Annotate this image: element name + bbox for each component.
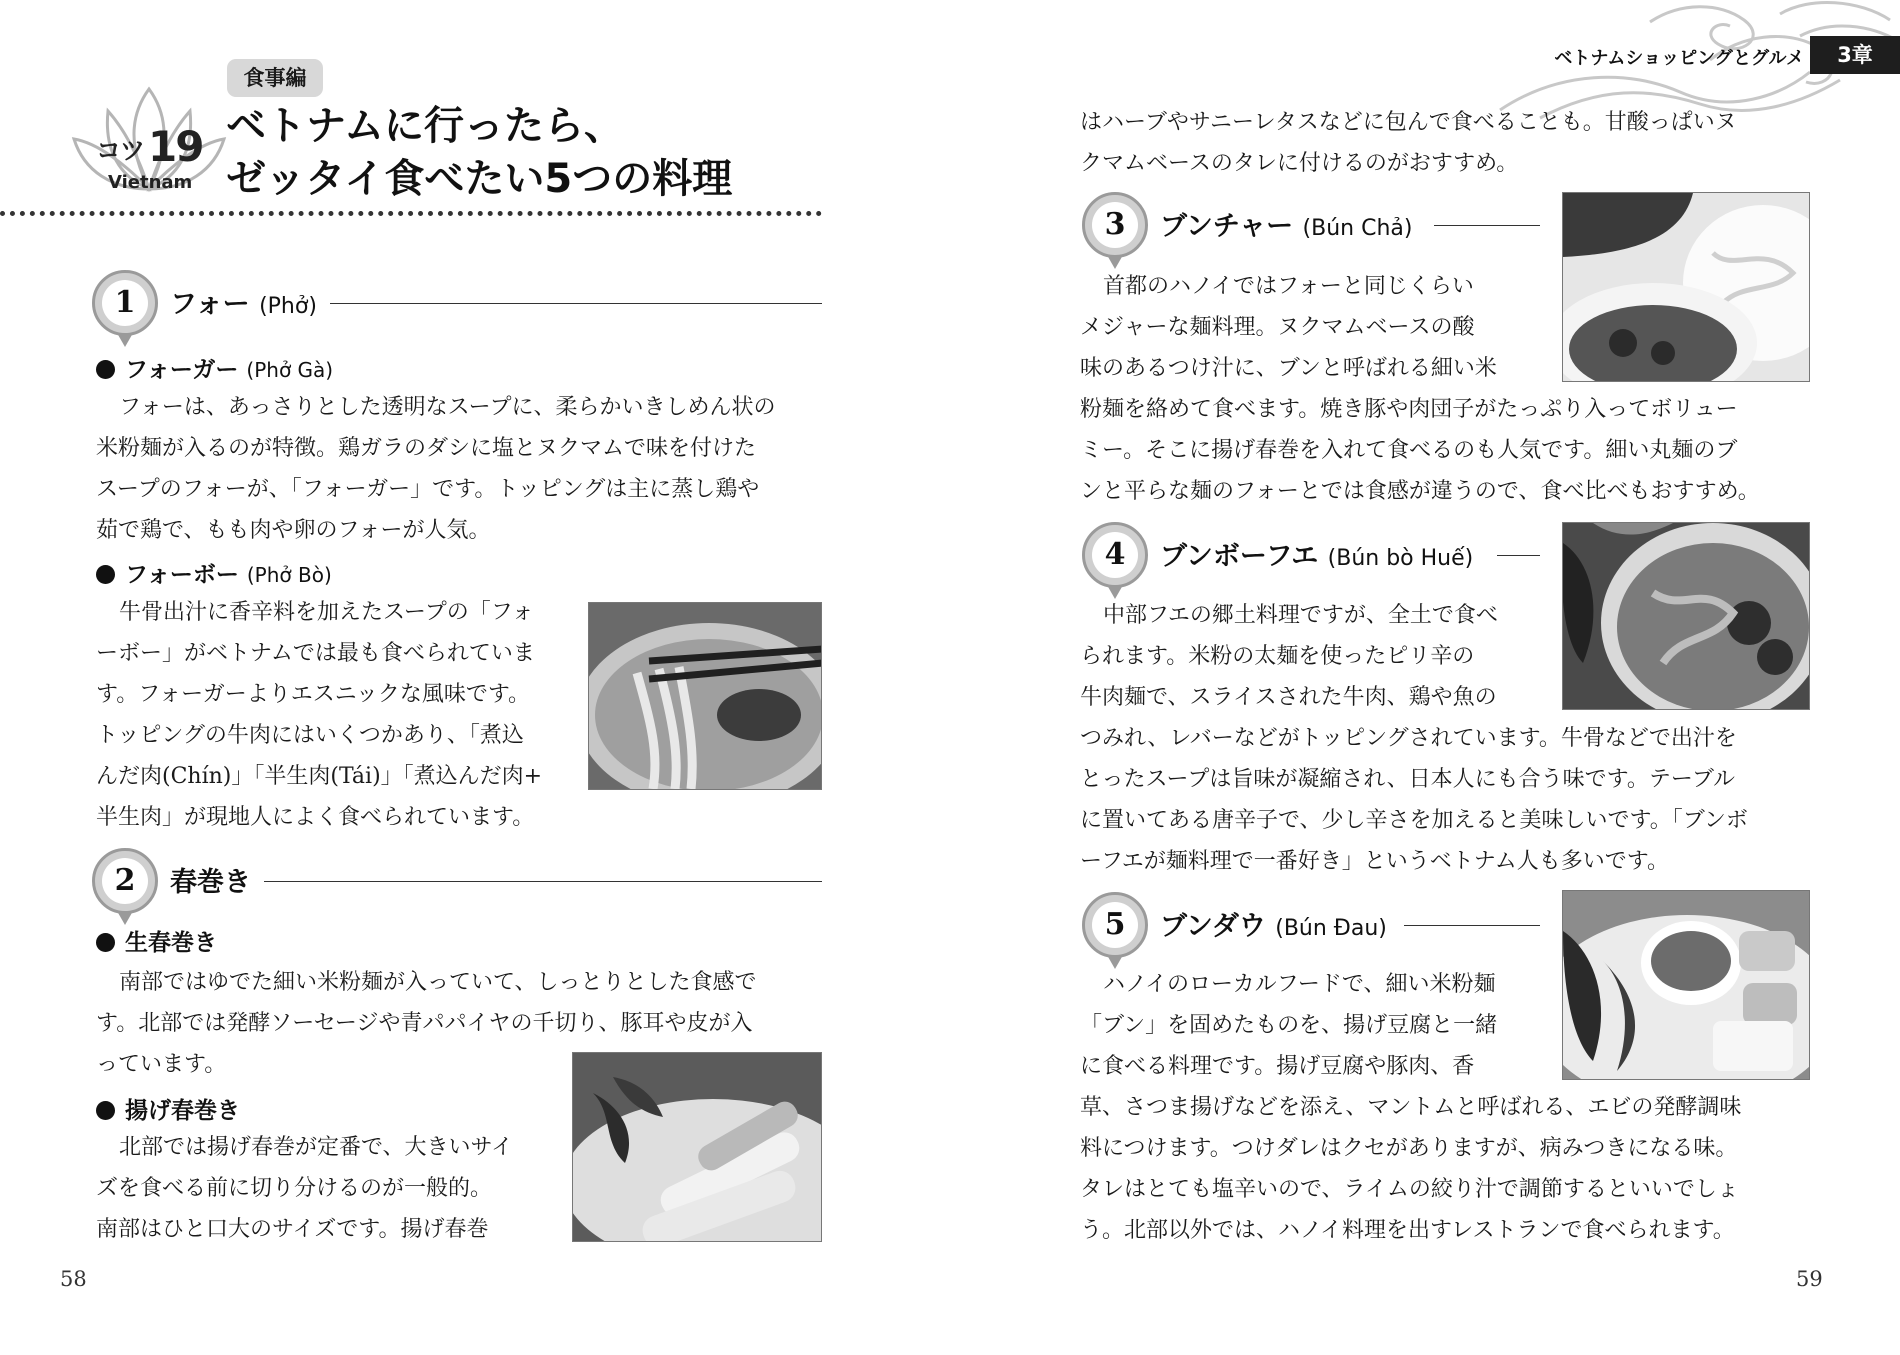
heading-rule [1434,225,1540,226]
subsection-heading: 生春巻き [96,924,217,957]
body-paragraph: はハーブやサニーレタスなどに包んで食べることも。甘酸っぱいヌ クマムベースのタレに付けるのがおすすめ。 [1080,110,1737,176]
heading-rule [1404,925,1540,926]
bun-dau-photo [1562,890,1810,1080]
running-header: ベトナムショッピングとグルメ [1554,48,1804,69]
section-title: ブンダウ (Bún Đau) [1160,911,1387,942]
bun-bo-hue-photo [1562,522,1810,710]
page-title [226,100,732,206]
body-paragraph: フォーは、あっさりとした透明なスープに、柔らかいきしめん状の 米粉麺が入るのが特徴。鶏ガラのダシに塩とヌクマムで味を付けた スープのフォーが、「フォーガー」です。トッピングは主に蒸し鶏や 茹で鶏で、もも肉や卵のフォーが人気。 [96,395,776,543]
body-paragraph: 牛骨出汁に香辛料を加えたスープの「フォ ーボー」がベトナムでは最も食べられていま す。フォーガーよりエスニックな風味です。 トッピングの牛肉にはいくつかあり、「煮込 んだ肉(Chín)」「半生肉(Tái)」「煮込んだ肉+ 半生肉」が現地人によく食べられています。 [96,600,543,830]
section-3-heading [1082,192,1540,258]
spring-roll-photo [572,1052,822,1242]
section-5-heading [1082,892,1540,958]
heading-rule [1497,555,1540,556]
body-paragraph: ハノイのローカルフードで、細い米粉麺 「ブン」を固めたものを、揚げ豆腐と一緒 に食べる料理です。揚げ豆腐や豚肉、香 [1080,972,1498,1079]
body-paragraph: 中部フエの郷土料理ですが、全土で食べ られます。米粉の太麺を使ったピリ辛の 牛肉麺で、スライスされた牛肉、鶏や魚の [1080,603,1498,710]
section-number-marker: 2 [92,848,158,914]
chapter-badge: 3章 [1810,36,1900,74]
kotsu-number: 19 [148,122,203,171]
subsection-heading: フォーガー (Phở Gà) [96,351,333,384]
section-title: 春巻き [170,867,251,898]
section-title: ブンチャー (Bún Chả) [1160,211,1413,242]
section-title: フォー (Phở) [170,289,317,320]
bun-cha-photo [1562,192,1810,382]
pho-photo [588,602,822,790]
kotsu-sub-label: Vietnam [108,172,193,193]
section-number-marker: 4 [1082,522,1148,588]
body-paragraph: 北部では揚げ春巻が定番で、大きいサイ ズを食べる前に切り分けるのが一般的。 南部はひと口大のサイズです。揚げ春巻 [96,1135,514,1242]
section-number-marker: 5 [1082,892,1148,958]
page-number: 58 [60,1267,87,1291]
section-number-marker: 3 [1082,192,1148,258]
body-paragraph: 草、さつま揚げなどを添え、マントムと呼ばれる、エビの発酵調味 料につけます。つけダレはクセがありますが、病みつきになる味。 タレはとても塩辛いので、ライムの絞り汁で調節するといいでしょ う。北部以外では、ハノイ料理を出すレストランで食べられます。 [1080,1095,1742,1243]
section-title: ブンボーフエ (Bún bò Huế) [1160,541,1474,572]
right-page [950,0,1900,1355]
section-1-heading [92,270,822,336]
title-line-2: ゼッタイ食べたい5つの料理 [226,156,733,202]
page-number: 59 [1796,1267,1823,1291]
dotted-divider [0,211,822,216]
section-4-heading [1082,522,1540,588]
section-2-heading [92,848,822,914]
title-line-1: ベトナムに行ったら、 [226,103,624,149]
heading-rule [330,303,822,304]
body-paragraph: 首都のハノイではフォーと同じくらい メジャーな麺料理。ヌクマムベースの酸 味のあるつけ汁に、ブンと呼ばれる細い米 [1080,274,1497,381]
kotsu-label: コツ [96,136,145,165]
body-paragraph: つみれ、レバーなどがトッピングされています。牛骨などで出汁を とったスープは旨味が凝縮され、日本人にも合う味です。テーブル に置いてある唐辛子で、少し辛さを加えると美味しいです。「ブンボ ーフエが麺料理で一番好き」というベトナム人も多いです。 [1080,726,1748,874]
body-paragraph: 粉麺を絡めて食べます。焼き豚や肉団子がたっぷり入ってボリュー ミー。そこに揚げ春巻を入れて食べるのも人気です。細い丸麺のブ ンと平らな麺のフォーとでは食感が違うので、食べ比べもおすすめ。 [1080,397,1760,504]
category-badge: 食事編 [227,59,323,97]
body-paragraph: 南部ではゆでた細い米粉麺が入っていて、しっとりとした食感で す。北部では発酵ソーセージや青パパイヤの千切り、豚耳や皮が入 っています。 [96,970,757,1077]
subsection-heading: フォーボー (Phở Bò) [96,556,332,589]
section-number-marker: 1 [92,270,158,336]
subsection-heading: 揚げ春巻き [96,1092,240,1125]
heading-rule [264,881,822,882]
